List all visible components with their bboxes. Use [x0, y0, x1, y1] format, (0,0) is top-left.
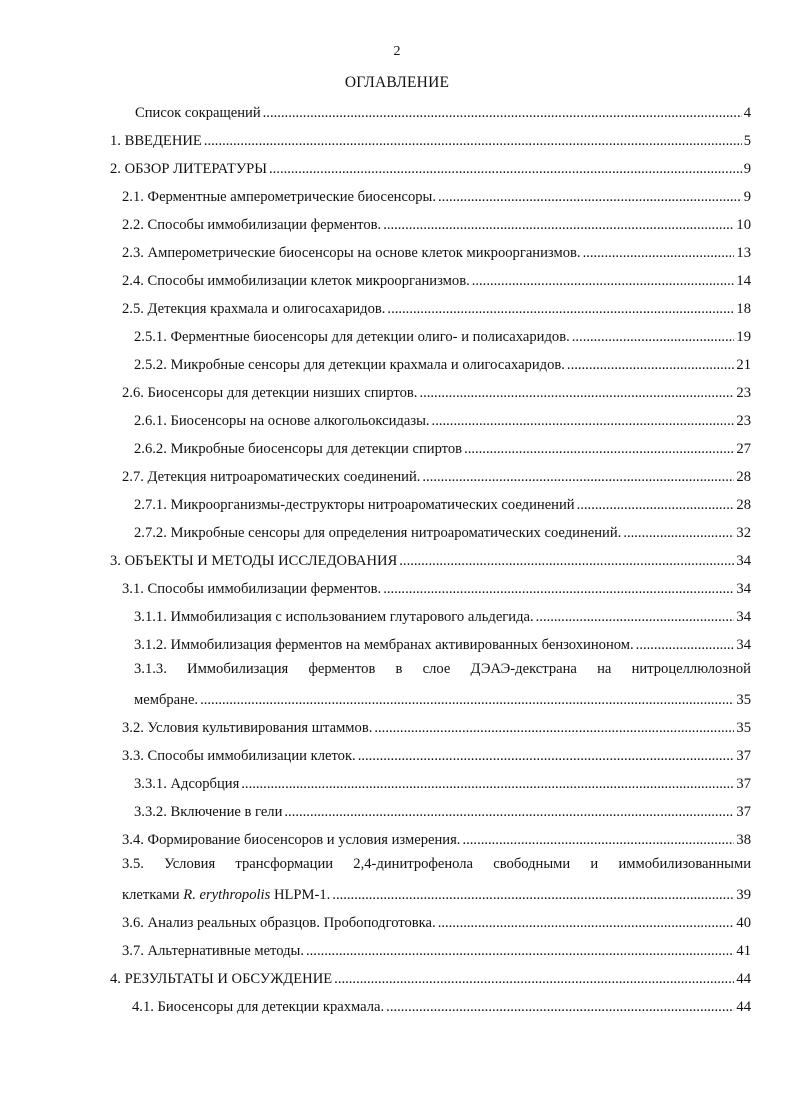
toc-entry-page: 34 [736, 581, 751, 597]
dot-leader [387, 300, 734, 318]
toc-entry-title-line2: мембране. [134, 692, 199, 708]
toc-entry-abbreviations[interactable] [135, 96, 751, 122]
toc-entry-title: 2.5.2. Микробные сенсоры для детекции крахмала и олигосахаридов. [134, 357, 565, 373]
dot-leader [263, 104, 742, 122]
dot-leader [422, 468, 734, 486]
toc-entry-page: 39 [736, 887, 751, 903]
dot-leader [386, 998, 734, 1016]
species-name: R. erythropolis [183, 887, 271, 903]
toc-entry-3-4[interactable] [122, 823, 751, 849]
toc-entry-title: 3.1.2. Иммобилизация ферментов на мембранах активированных бензохиноном. [134, 637, 634, 653]
toc-entry-page: 34 [736, 637, 751, 653]
dot-leader [383, 580, 734, 598]
toc-entry-title: 1. ВВЕДЕНИЕ [110, 133, 202, 149]
toc-entry-3-7[interactable] [122, 934, 751, 960]
toc-entry-page: 40 [736, 915, 751, 931]
dot-leader [241, 775, 734, 793]
dot-leader [636, 636, 735, 654]
toc-entry-4-1[interactable] [132, 990, 751, 1016]
toc-entry-page: 19 [736, 329, 751, 345]
toc-entry-title: 3.4. Формирование биосенсоров и условия измерения. [122, 832, 461, 848]
dot-leader [306, 942, 734, 960]
toc-title: ОГЛАВЛЕНИЕ [344, 74, 450, 91]
toc-entry-line2 [134, 683, 751, 709]
toc-entry-title-line2 [122, 886, 330, 904]
toc-entry-2-6-2[interactable] [134, 432, 751, 458]
toc-entry-title: 2.7.1. Микроорганизмы-деструкторы нитроароматических соединений [134, 497, 575, 513]
toc-entry-page: 35 [736, 720, 751, 736]
dot-leader [334, 970, 734, 988]
dot-leader [204, 132, 742, 150]
toc-entry-3-1[interactable] [122, 572, 751, 598]
dot-leader [432, 412, 735, 430]
toc-entry-title: 2.1. Ферментные амперометрические биосенсоры. [122, 189, 437, 205]
dot-leader [200, 691, 734, 709]
dot-leader [572, 328, 735, 346]
toc-entry-3-1-3[interactable] [134, 656, 751, 709]
toc-entry-title-line1: 3.5. Условия трансформации 2,4-динитрофенола свободными и иммобилизованными [122, 856, 751, 872]
toc-entry-title: 2. ОБЗОР ЛИТЕРАТУРЫ [110, 161, 267, 177]
dot-leader [419, 384, 734, 402]
dot-leader [358, 747, 735, 765]
toc-entry-title: 3.7. Альтернативные методы. [122, 943, 304, 959]
toc-entry-page: 18 [736, 301, 751, 317]
toc-entry-title: 3.6. Анализ реальных образцов. Пробоподготовка. [122, 915, 436, 931]
dot-leader [472, 272, 735, 290]
toc-entry-2-6-1[interactable] [134, 404, 751, 430]
toc-entry-page: 32 [736, 525, 751, 541]
toc-entry-title: 2.6.1. Биосенсоры на основе алкогольоксидазы. [134, 413, 430, 429]
toc-entry-title-line1: 3.1.3. Иммобилизация ферментов в слое ДЭАЭ-декстрана на нитроцеллюлозной [134, 661, 751, 677]
toc-entry-3-3[interactable] [122, 739, 751, 765]
toc-entry-3-5[interactable] [122, 851, 751, 904]
toc-entry-title: 3.3.2. Включение в гели [134, 804, 283, 820]
dot-leader [374, 719, 734, 737]
toc-entry-line2 [122, 878, 751, 904]
page-number: 2 [393, 44, 401, 59]
toc-entry-title: 3.3. Способы иммобилизации клеток. [122, 748, 356, 764]
toc-entry-page: 21 [736, 357, 751, 373]
line2-prefix: клетками [122, 887, 184, 903]
toc-entry-2-5-1[interactable] [134, 320, 751, 346]
toc-entry-page: 28 [736, 469, 751, 485]
toc-entry-3-1-2[interactable] [134, 628, 751, 654]
line2-suffix: HLPM-1. [270, 887, 331, 903]
toc-entry-title: 3. ОБЪЕКТЫ И МЕТОДЫ ИССЛЕДОВАНИЯ [110, 553, 398, 569]
toc-entry-2-5-2[interactable] [134, 348, 751, 374]
toc-entry-3-6[interactable] [122, 906, 751, 932]
toc-entry-3-3-1[interactable] [134, 767, 751, 793]
toc-entry-2-3[interactable] [122, 236, 751, 262]
toc-entry-page: 23 [736, 413, 751, 429]
dot-leader [438, 188, 742, 206]
toc-entry-title: 2.3. Амперометрические биосенсоры на основе клеток микроорганизмов. [122, 245, 581, 261]
toc-entry-page: 41 [736, 943, 751, 959]
toc-entry-title: 3.2. Условия культивирования штаммов. [122, 720, 373, 736]
toc-entry-page: 44 [736, 999, 751, 1015]
toc-entry-page: 28 [736, 497, 751, 513]
dot-leader [284, 803, 734, 821]
toc-entry-page: 35 [736, 692, 751, 708]
dot-leader [583, 244, 735, 262]
toc-entry-page: 34 [736, 553, 751, 569]
toc-entry-title: 2.5.1. Ферментные биосенсоры для детекции олиго- и полисахаридов. [134, 329, 570, 345]
toc-entry-page: 34 [736, 609, 751, 625]
dot-leader [567, 356, 734, 374]
toc-entry-2-1[interactable] [122, 180, 751, 206]
toc-entry-page: 27 [736, 441, 751, 457]
dot-leader [464, 440, 734, 458]
toc-entry-page: 14 [736, 273, 751, 289]
toc-entry-title: 2.7. Детекция нитроароматических соединений. [122, 469, 421, 485]
toc-entry-2-6[interactable] [122, 376, 751, 402]
toc-entry-2-5[interactable] [122, 292, 751, 318]
dot-leader [269, 160, 742, 178]
toc-entry-page: 9 [743, 161, 751, 177]
toc-entry-title: 2.5. Детекция крахмала и олигосахаридов. [122, 301, 386, 317]
toc-entry-2-7-2[interactable] [134, 516, 751, 542]
toc-entry-3-2[interactable] [122, 711, 751, 737]
dot-leader [577, 496, 735, 514]
toc-entry-title: 2.7.2. Микробные сенсоры для определения нитроароматических соединений. [134, 525, 622, 541]
toc-entry-page: 37 [736, 776, 751, 792]
dot-leader [623, 524, 734, 542]
toc-entry-page: 37 [736, 804, 751, 820]
toc-entry-page: 23 [736, 385, 751, 401]
dot-leader [462, 831, 734, 849]
toc-entry-page: 5 [743, 133, 751, 149]
toc-entry-title: 2.6.2. Микробные биосенсоры для детекции спиртов [134, 441, 463, 457]
toc-entry-page: 10 [736, 217, 751, 233]
dot-leader [399, 552, 734, 570]
toc-entry-title: 4.1. Биосенсоры для детекции крахмала. [132, 999, 385, 1015]
toc-entry-objects-methods[interactable] [110, 544, 751, 570]
toc-entry-2-7[interactable] [122, 460, 751, 486]
toc-entry-title: 2.4. Способы иммобилизации клеток микроорганизмов. [122, 273, 470, 289]
toc-entry-title: Список сокращений [135, 105, 261, 121]
toc-entry-3-3-2[interactable] [134, 795, 751, 821]
toc-entry-page: 13 [736, 245, 751, 261]
toc-entry-page: 44 [736, 971, 751, 987]
toc-entry-page: 38 [736, 832, 751, 848]
toc-entry-title: 2.2. Способы иммобилизации ферментов. [122, 217, 382, 233]
toc-entry-title: 4. РЕЗУЛЬТАТЫ И ОБСУЖДЕНИЕ [110, 971, 333, 987]
toc-entry-2-7-1[interactable] [134, 488, 751, 514]
dot-leader [536, 608, 735, 626]
toc-entry-title: 3.1. Способы иммобилизации ферментов. [122, 581, 382, 597]
toc-entry-title: 3.3.1. Адсорбция [134, 776, 240, 792]
toc-entry-2-2[interactable] [122, 208, 751, 234]
dot-leader [332, 886, 734, 904]
toc-entry-3-1-1[interactable] [134, 600, 751, 626]
toc-entry-title: 3.1.1. Иммобилизация с использованием глутарового альдегида. [134, 609, 534, 625]
toc-entry-introduction[interactable] [110, 124, 751, 150]
dot-leader [383, 216, 734, 234]
toc-entry-page: 9 [743, 189, 751, 205]
toc-entry-page: 4 [743, 105, 751, 121]
dot-leader [438, 914, 735, 932]
toc-entry-results[interactable] [110, 962, 751, 988]
toc-entry-2-4[interactable] [122, 264, 751, 290]
toc-entry-page: 37 [736, 748, 751, 764]
toc-entry-literature-review[interactable] [110, 152, 751, 178]
toc-entry-title: 2.6. Биосенсоры для детекции низших спиртов. [122, 385, 418, 401]
